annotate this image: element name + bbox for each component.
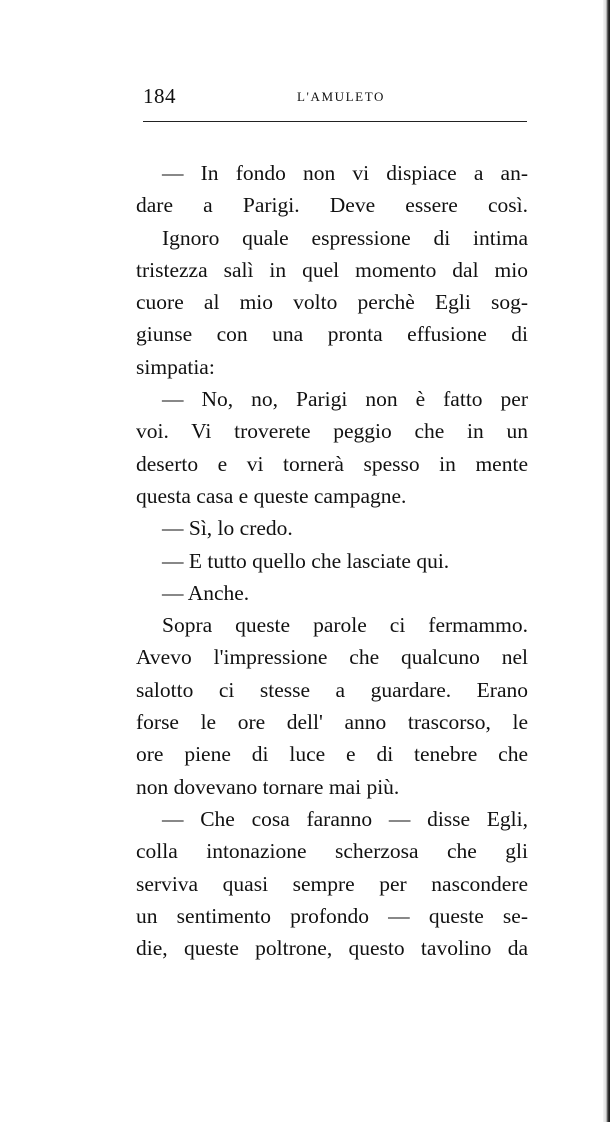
text-line: serviva quasi sempre per nascondere bbox=[136, 871, 528, 896]
text-line: voi. Vi troverete peggio che in un bbox=[136, 419, 528, 444]
page-number: 184 bbox=[143, 84, 176, 108]
text-line: un sentimento profondo — queste se- bbox=[136, 903, 528, 928]
text-line: — In fondo non vi dispiace a an- bbox=[162, 161, 528, 185]
binding-edge bbox=[603, 0, 610, 1122]
text-line: Ignoro quale espressione di intima bbox=[162, 225, 528, 250]
text-line: questa casa e queste campagne. bbox=[136, 483, 407, 508]
body-text bbox=[136, 157, 528, 964]
text-line: — Anche. bbox=[162, 580, 250, 605]
text-line: — Che cosa faranno — disse Egli, bbox=[162, 806, 528, 831]
text-line: — No, no, Parigi non è fatto per bbox=[162, 387, 528, 412]
text-line: tristezza salì in quel momento dal mio bbox=[136, 257, 528, 282]
text-line: — Sì, lo credo. bbox=[162, 516, 293, 541]
text-line: deserto e vi tornerà spesso in mente bbox=[136, 451, 528, 476]
text-line: salotto ci stesse a guardare. Erano bbox=[136, 677, 528, 702]
text-line: dare a Parigi. Deve essere così. bbox=[136, 193, 528, 218]
text-line: die, queste poltrone, questo tavolino da bbox=[136, 936, 528, 961]
text-line: Sopra queste parole ci fermammo. bbox=[162, 613, 528, 638]
text-line: cuore al mio volto perchè Egli sog- bbox=[136, 290, 528, 315]
header-rule bbox=[143, 121, 527, 122]
page-header bbox=[143, 84, 527, 110]
text-line: giunse con una pronta effusione di bbox=[136, 322, 528, 347]
running-title: L'AMULETO bbox=[297, 89, 385, 104]
text-line: — E tutto quello che lasciate qui. bbox=[162, 548, 450, 573]
text-line: forse le ore dell' anno trascorso, le bbox=[136, 710, 528, 735]
text-line: colla intonazione scherzosa che gli bbox=[136, 839, 528, 864]
text-line: Avevo l'impressione che qualcuno nel bbox=[136, 645, 528, 670]
text-line: simpatia: bbox=[136, 354, 215, 379]
text-line: ore piene di luce e di tenebre che bbox=[136, 742, 528, 767]
text-line: non dovevano tornare mai più. bbox=[136, 774, 400, 799]
